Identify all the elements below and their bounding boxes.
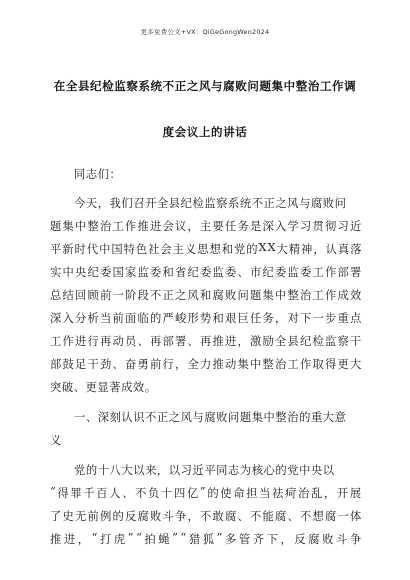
header-note: 更多免费公文+VX：QiGeGongWen2024: [140, 28, 270, 36]
paragraph-1-line: 深 入 分 析 当 前 面 临 的 严 峻 形 势 和 艰 巨 任 务 ， 对 下 一 步 重 点: [50, 312, 362, 325]
paragraph-1-line: 工 作 进 行 再 动 员 、 再 部 署 、 再 推 进 ， 激 励 全 县 纪 检 监 察 干: [50, 335, 362, 348]
paragraph-1-line: 实 中 央 纪 委 国 家 监 委 和 省 纪 委 监 委 、 市 纪 委 监 委 工 作 部 署: [50, 266, 362, 279]
section-heading-line: 一、深刻认识不正之风与腐败问题集中整治的重大意: [74, 411, 347, 424]
section-heading-line: 义: [50, 434, 62, 447]
paragraph-2-line: 党的十八大以来，以习近平同志为核心的党中央以: [74, 464, 335, 477]
paragraph-2-line: 了 史 无 前 例 的 反 腐 败 斗 争 ， 不 敢 腐 、 不 能 腐 、 不 想 腐 一 体: [50, 510, 362, 523]
paragraph-1-line: 总 结 回 顾 前 一 阶 段 不 正 之 风 和 腐 败 问 题 集 中 整 治 工 作 成 效: [50, 289, 362, 302]
document-title-line-1: 在全县纪检监察系统不正之风与腐败问题集中整治工作调: [53, 79, 357, 93]
paragraph-1-line: 突破、更显著成效。: [50, 381, 157, 394]
paragraph-1-line: 今天，我们召开全县纪检监察系统不正之风与腐败问: [74, 197, 347, 210]
paragraph-1-line: 部 鼓 足 干 劲 、 奋 勇 前 行 ， 全 力 推 动 集 中 整 治 工 作 取 得 更 大: [50, 358, 362, 371]
salutation: 同志们：: [74, 168, 122, 181]
paragraph-2-line: “ 得 罪 千 百 人 、 不 负 十 四 亿 ” 的 使 命 担 当 祛 疴 治 乱 ， 开 展: [50, 485, 362, 500]
document-title-line-2: 度会议上的讲话: [162, 125, 248, 139]
paragraph-1-line: 题 集 中 整 治 工 作 推 进 会 议 ， 主 要 任 务 是 深 入 学 习 贯 彻 习 近: [50, 220, 362, 233]
paragraph-1-line: 平 新 时 代 中 国 特 色 社 会 主 义 思 想 和 党 的 X X 大 精 神 ， 认 真 落: [50, 241, 362, 256]
paragraph-2-line: 推 进 ， “ 打 虎 ” “ 拍 蝇 ” “ 猎 狐 ” 多 管 齐 下 ， 反 腐 败 斗 争: [50, 531, 362, 546]
